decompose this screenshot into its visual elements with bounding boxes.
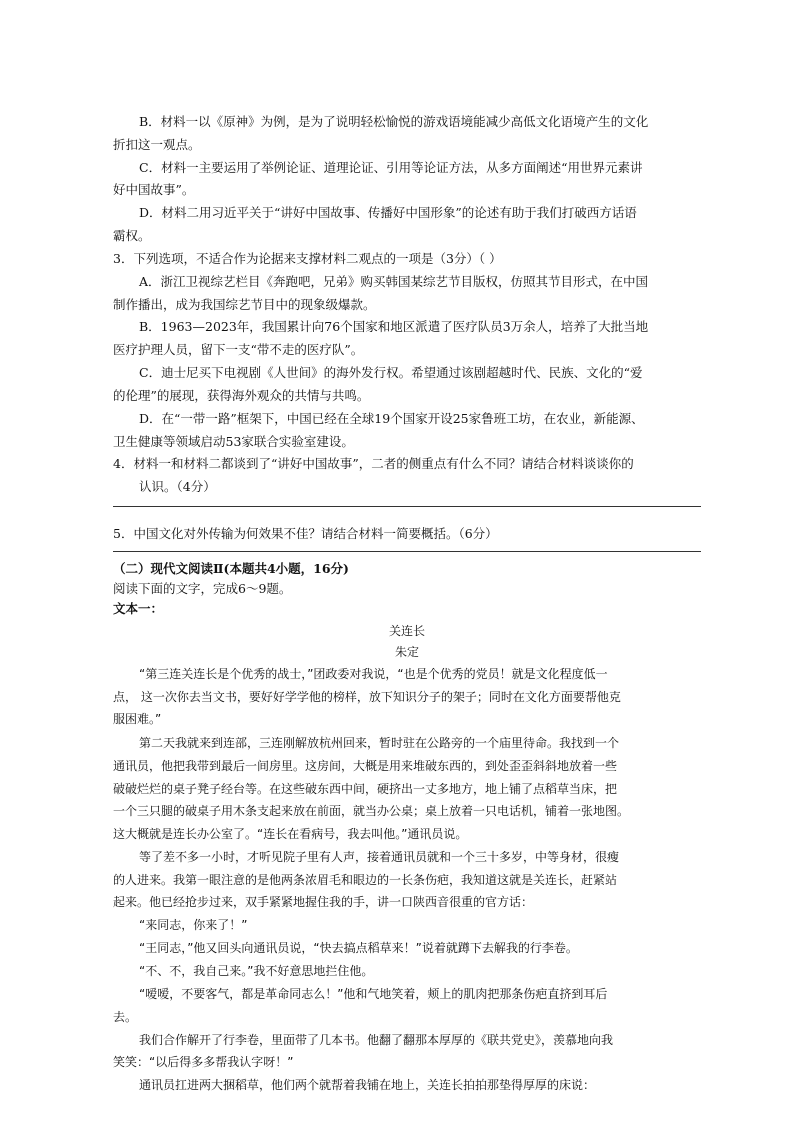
story-line: 第二天我就来到连部，三连刚解放杭州回来，暂时驻在公路旁的一个庙里待命。我找到一个 — [139, 736, 620, 750]
answer-line — [113, 506, 701, 507]
q4-stem-line2: 认识。（4分） — [139, 479, 216, 494]
q3-stem: 3．下列选项，不适合作为论据来支撑材料二观点的一项是（3分）（ ） — [113, 251, 502, 266]
q3-option-b-line2: 医疗护理人员，留下一支“带不走的医疗队”。 — [113, 342, 364, 357]
section-header: （二）现代文阅读Ⅱ(本题共4小题，16分) — [113, 561, 349, 576]
story-line: 等了差不多一小时，才听见院子里有人声，接着通讯员就和一个三十多岁，中等身材，很瘦 — [139, 850, 620, 864]
q2-option-b-line2: 折扣这一观点。 — [113, 137, 201, 152]
q3-option-c-line1: C．迪士尼买下电视剧《人世间》的海外发行权。希望通过该剧超越时代、民族、文化的“爱 — [139, 365, 643, 380]
story-author: 朱定 — [394, 645, 419, 659]
story-line: 通讯员扛进两大捆稻草，他们两个就帮着我铺在地上，关连长拍拍那垫得厚厚的床说： — [139, 1078, 596, 1092]
q5-stem: 5．中国文化对外传输为何效果不佳？请结合材料一简要概括。（6分） — [113, 526, 498, 541]
q2-option-d-line2: 霸权。 — [113, 228, 151, 243]
q2-option-c-line2: 好中国故事”。 — [113, 182, 195, 197]
story-line: 破破烂烂的桌子凳子经台等。在这些破东西中间，硬挤出一丈多地方，地上铺了点稻草当床，把 — [113, 782, 618, 796]
story-line: 起来。他已经抢步过来，双手紧紧地握住我的手，讲一口陕西音很重的官方话： — [113, 895, 534, 909]
story-line: 点， 这一次你去当文书，要好好学学他的榜样，放下知识分子的架子；同时在文化方面要帮他克 — [113, 690, 621, 704]
story-line: 我们合作解开了行李卷，里面带了几本书。他翻了翻那本厚厚的《联共党史》，羡慕地向我 — [139, 1033, 614, 1047]
story-line: “第三连关连长是个优秀的战士，”团政委对我说，“也是个优秀的党员！就是文化程度低一 — [139, 667, 608, 681]
story-line: 去。 — [113, 1010, 138, 1024]
story-line: 笑笑：“以后得多多帮我认字呀！” — [113, 1055, 294, 1069]
text-label: 文本一： — [113, 601, 164, 616]
q3-option-b-line1: B．1963—2023年，我国累计向76个国家和地区派遣了医疗队员3万余人，培养了大批当地 — [139, 319, 649, 334]
story-line: “王同志，”他又回头向通讯员说，“快去搞点稻草来！”说着就蹲下去解我的行李卷。 — [139, 941, 578, 955]
q2-option-c-line1: C．材料一主要运用了举例论证、道理论证、引用等论证方法，从多方面阐述“用世界元素讲 — [139, 160, 643, 175]
story-line: 这大概就是连长办公室了。“连长在看病号，我去叫他。”通讯员说。 — [113, 827, 468, 841]
story-title: 关连长 — [388, 624, 425, 638]
q4-stem-line1: 4．材料一和材料二都谈到了“讲好中国故事”，二者的侧重点有什么不同？请结合材料谈谈你的 — [113, 456, 634, 471]
story-line: “来同志，你来了！” — [139, 918, 248, 932]
q2-option-d-line1: D．材料二用习近平关于“讲好中国故事、传播好中国形象”的论述有助于我们打破西方话语 — [139, 205, 637, 220]
story-line: “不、不，我自己来。”我不好意思地拦住他。 — [139, 964, 374, 978]
q3-option-d-line1: D．在“一带一路”框架下，中国已经在全球19个国家开设25家鲁班工坊，在农业，新能源、 — [139, 411, 644, 426]
answer-line — [113, 551, 701, 552]
q3-option-c-line2: 的伦理”的展现，获得海外观众的共情与共鸣。 — [113, 388, 370, 403]
story-line: 一个三只腿的破桌子用木条支起来放在前面，就当办公桌；桌上放着一只电话机，铺着一张地图。 — [113, 804, 630, 818]
story-line: 服困难。” — [113, 712, 162, 726]
q3-option-a-line1: A．浙江卫视综艺栏目《奔跑吧，兄弟》购买韩国某综艺节目版权，仿照其节目形式，在中国 — [139, 274, 649, 289]
q3-option-a-line2: 制作播出，成为我国综艺节目中的现象级爆款。 — [113, 297, 376, 312]
story-line: 通讯员，他把我带到最后一间房里。这房间，大概是用来堆破东西的，到处歪歪斜斜地放着一些 — [113, 759, 618, 773]
q3-option-d-line2: 卫生健康等领域启动53家联合实验室建设。 — [113, 434, 354, 449]
story-line: 的人进来。我第一眼注意的是他两条浓眉毛和眼边的一长条伤疤，我知道这就是关连长，赶紧站 — [113, 873, 618, 887]
story-line: “嗳嗳，不要客气，都是革命同志么！”他和气地笑着，颊上的肌肉把那条伤疤直挤到耳后 — [139, 987, 608, 1001]
section-instruction: 阅读下面的文字，完成6～9题。 — [113, 581, 292, 596]
q2-option-b-line1: B．材料一以《原神》为例，是为了说明轻松愉悦的游戏语境能减少高低文化语境产生的文化 — [139, 114, 649, 129]
